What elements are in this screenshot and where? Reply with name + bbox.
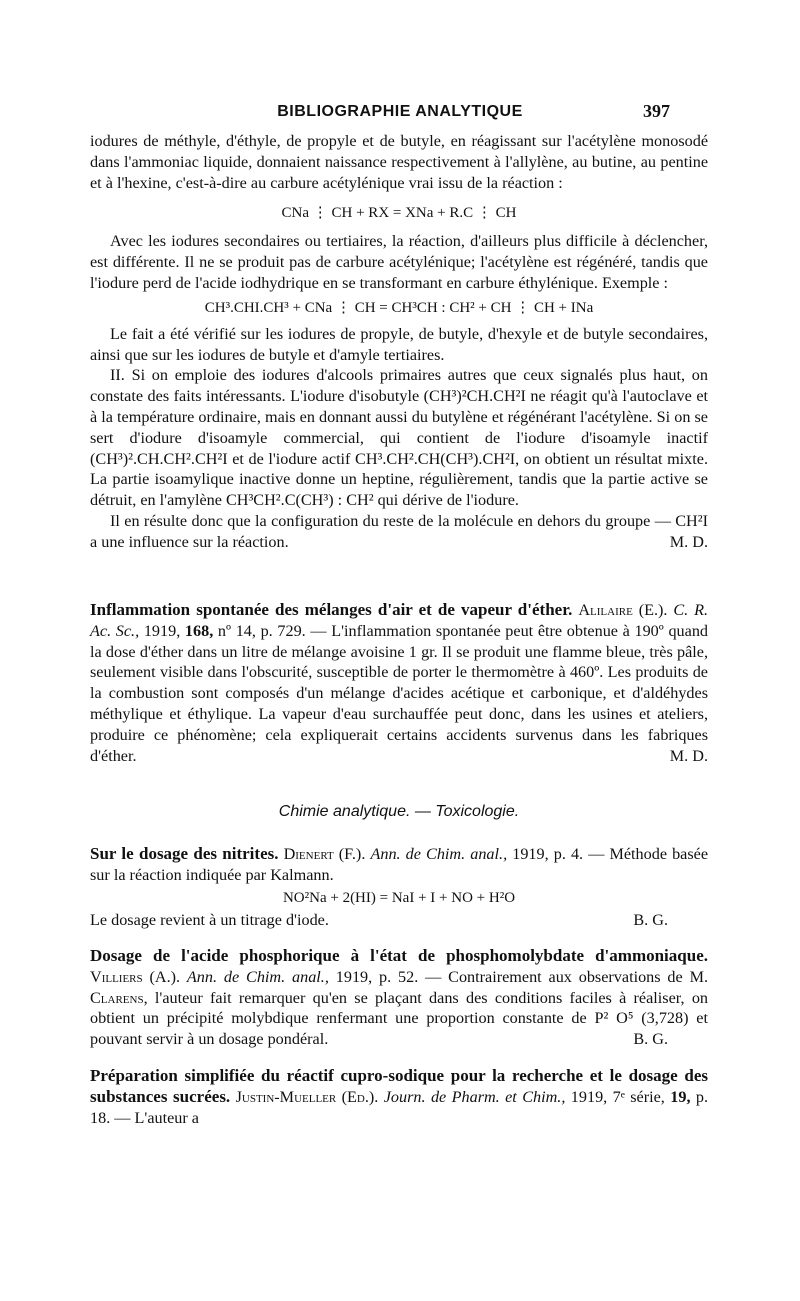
section-heading-block: [90, 803, 708, 821]
article-title: Dosage de l'acide phosphorique à l'état de phosphomolybdate d'ammoniaque.: [90, 946, 708, 965]
article-author: Dienert (F.).: [283, 845, 366, 863]
article-ether-paragraph: [90, 600, 708, 766]
intro-paragraph-3: Le fait a été vérifié sur les iodures de propyle, de butyle, d'hexyle et de butyle secondaires, ainsi que sur les iodures de butyle et d'amyle tertiaires.: [90, 324, 708, 364]
article-pages: p. 18.: [90, 1087, 709, 1127]
section-heading: Chimie analytique. — Toxicologie.: [278, 803, 520, 820]
article-title: Sur le dosage des nitrites.: [90, 844, 279, 863]
article-body: — L'auteur a: [114, 1108, 199, 1127]
article-volume: 168,: [184, 621, 214, 640]
intro-paragraph-5: [90, 511, 708, 553]
intro-paragraph-1: iodures de méthyle, d'éthyle, de propyle et de butyle, en réagissant sur l'acétylène monosodé dans l'ammoniac liquide, donnaient naissance respectivement à l'allylène, au butine, au pentine et à l'hexine, c'est-à-dire au carbure acétylénique vrai issu de la réaction :: [90, 132, 708, 192]
article-pages: nº 14, p. 729.: [217, 621, 306, 640]
article-volume: 19,: [670, 1087, 691, 1106]
article-ether: [90, 600, 708, 766]
article-year: 1919,: [143, 621, 181, 640]
equation-1: CNa ⋮ CH + RX = XNa + R.C ⋮ CH: [281, 205, 517, 222]
article-body: l'auteur fait remarquer qu'en se plaçant dans des conditions faciles à réaliser, on obtient un précipité molybdique renfermant une proportion constante de P² O⁵ (3,728) et pouvant servir à un dosage pondéral.: [90, 988, 709, 1049]
article-body: — L'inflammation spontanée peut être obtenue à 190º quand la dose d'éther dans un litre de mélange avoisine 1 gr. Il se produit une flamme bleue, très pâle, seulement visible dans l'obscurité, susceptible de porter le thermomètre à 460º. Les produits de la combustion sont composés d'un mélange d'acides acétique et carbonique, et d'aldéhydes méthylique et éthylique. La vapeur d'eau surchauffée peut donc, dans les usines et ateliers, produire ce phénomène; cela expliquerait certains accidents survenus dans les fabriques d'éther.: [90, 621, 709, 765]
intro-paragraph-5-text: Il en résulte donc que la configuration du reste de la molécule en dehors du groupe — CH²I a une influence sur la réaction.: [90, 511, 708, 551]
intro-block: [90, 131, 708, 553]
article-body-prefix: — Contrairement aux observations de M.: [425, 967, 709, 986]
article-citation: 1919, p. 4.: [512, 845, 584, 863]
article-series: 7ᵉ série,: [612, 1087, 665, 1106]
article-title: Inflammation spontanée des mélanges d'air et de vapeur d'éther.: [90, 600, 573, 619]
article-source: Ann. de Chim. anal.,: [186, 967, 329, 986]
article-nitrites-conclusion: [90, 910, 708, 931]
article-author: Justin-Mueller (Ed.).: [235, 1087, 379, 1106]
equation-3: NO²Na + 2(HI) = NaI + I + NO + H²O: [282, 889, 516, 906]
cited-author: Clarens,: [90, 988, 148, 1007]
intro-paragraph-2: Avec les iodures secondaires ou tertiaires, la réaction, d'ailleurs plus difficile à déclencher, est différente. Il ne se produit pas de carbure acétylénique; l'acétylène est régénéré, tandis que l'iodure perd de l'acide iodhydrique en se transformant en carbure éthylénique. Exemple :: [90, 232, 708, 292]
article-source: Journ. de Pharm. et Chim.,: [383, 1087, 566, 1106]
running-header: BIBLIOGRAPHIE ANALYTIQUE: [277, 103, 523, 120]
signature: M. D.: [669, 532, 708, 551]
article-nitrites-paragraph: [90, 844, 708, 886]
intro-paragraph-4: II. Si on emploie des iodures d'alcools primaires autres que ceux signalés plus haut, on constate des faits intéressants. L'iodure d'isobutyle (CH³)²CH.CH²I ne réagit qu'à l'autoclave et à la température ordinaire, mais en donnant aussi du butylène et régénérant l'acétylène. Si on se sert d'iodure d'isoamyle commercial, qui contient de l'iodure d'isoamyle inactif (CH³)².CH.CH².CH²I et de l'iodure actif CH³.CH².CH(CH³).CH²I, on obtient un résultat mixte. La partie isoamylique inactive donne un heptine, régulièrement, tandis que la partie active se détruit, en l'amylène CH³CH².C(CH³) : CH² qui dérive de l'iodure.: [90, 366, 708, 510]
signature: B. G.: [633, 1030, 668, 1049]
article-cupro-sodique-paragraph: [90, 1066, 708, 1128]
article-title: Préparation simplifiée du réactif cupro-sodique pour la recherche et le dosage des substances sucrées.: [90, 1066, 708, 1106]
article-body: — Méthode basée sur la réaction indiquée par Kalmann.: [90, 845, 709, 884]
article-cupro-sodique: [90, 1066, 708, 1128]
article-phosphorique-paragraph: [90, 946, 708, 1050]
article-author: Villiers (A.).: [90, 967, 181, 986]
signature: M. D.: [669, 746, 708, 765]
signature: B. G.: [633, 910, 668, 929]
equation-2: CH³.CHI.CH³ + CNa ⋮ CH = CH³CH : CH² + CH ⋮ CH + INa: [204, 299, 594, 316]
article-body-2: Le dosage revient à un titrage d'iode.: [90, 910, 329, 929]
article-source: C. R. Ac. Sc.,: [90, 601, 709, 640]
article-phosphorique: [90, 946, 708, 1050]
article-source: Ann. de Chim. anal.,: [370, 845, 508, 863]
page-number: 397: [643, 101, 670, 121]
article-year: 1919,: [570, 1087, 608, 1106]
article-nitrites: [90, 844, 708, 930]
article-author: Alilaire (E.).: [578, 601, 668, 619]
article-citation: 1919, p. 52.: [335, 967, 419, 986]
